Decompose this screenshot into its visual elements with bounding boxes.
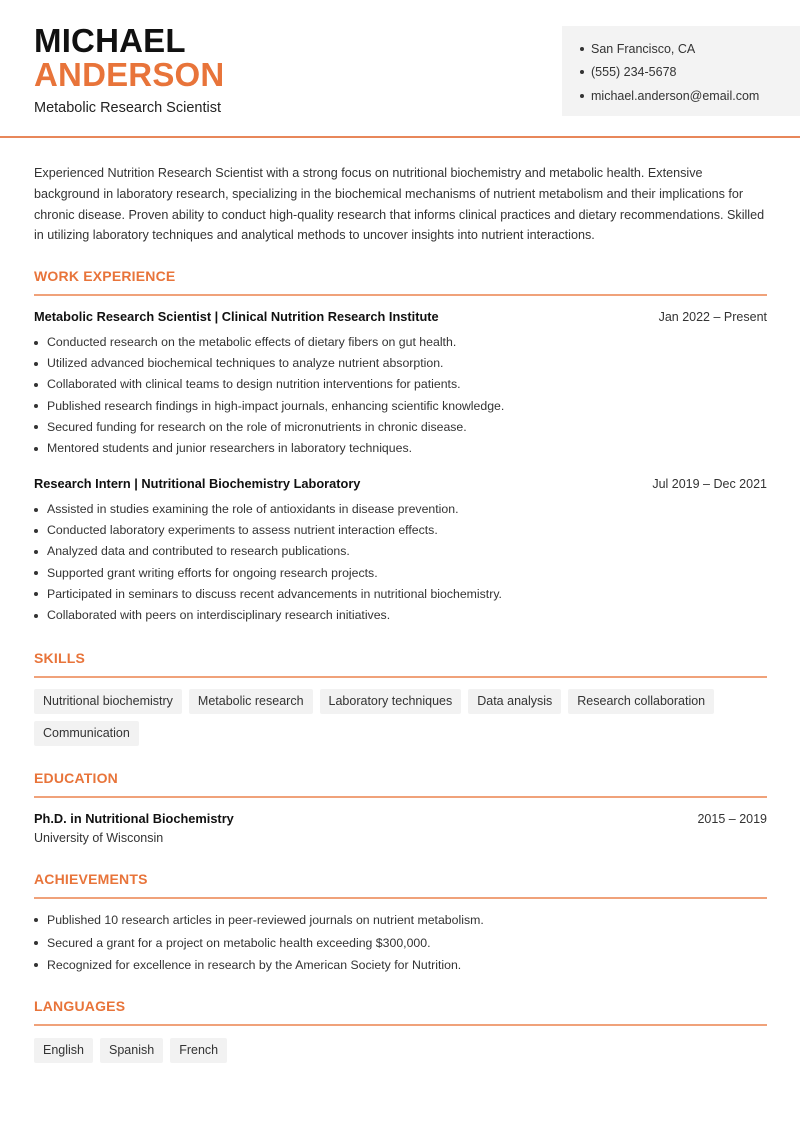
bullet-icon: [34, 918, 38, 922]
professional-summary: Experienced Nutrition Research Scientist with a strong focus on nutritional biochemistry and metabolic health. Extensive background in laboratory research, specializing in the biochemical mechanisms of nutrient metabolism and their implications for chronic disease. Proven ability to conduct high-quality research that informs clinical practices and dietary recommendations. Skilled in utilizing laboratory techniques and analytical methods to uncover insights into nutrient interactions.: [34, 166, 765, 243]
contact-email-text: michael.anderson@email.com: [591, 88, 760, 103]
list-item-text: Supported grant writing efforts for ongoing research projects.: [47, 565, 378, 580]
bullet-icon: [34, 447, 38, 451]
work-experience-title: WORK EXPERIENCE: [34, 268, 176, 284]
section-divider: [34, 676, 767, 678]
section-divider: [34, 897, 767, 899]
bullet-icon: [34, 341, 38, 345]
bullet-icon: [34, 614, 38, 618]
job-dates: Jul 2019 – Dec 2021: [652, 477, 767, 491]
list-item: [34, 909, 767, 932]
contact-phone-text: (555) 234-5678: [591, 65, 677, 80]
language-chip: English: [34, 1038, 93, 1063]
last-name: ANDERSON: [34, 56, 225, 93]
education-entry: [34, 811, 767, 826]
job-1-bullets: [34, 332, 767, 459]
skill-chip: Communication: [34, 721, 139, 746]
contact-phone: [580, 61, 800, 85]
contact-location: [580, 37, 800, 61]
list-item-text: Published 10 research articles in peer-reviewed journals on nutrient metabolism.: [47, 913, 484, 927]
list-item-text: Collaborated with peers on interdisciplinary research initiatives.: [47, 607, 391, 622]
job-entry-2: [34, 476, 767, 491]
list-item-text: Conducted research on the metabolic effects of dietary fibers on gut health.: [47, 335, 457, 349]
job-heading: Metabolic Research Scientist | Clinical Nutrition Research Institute: [34, 309, 439, 324]
list-item: [34, 541, 767, 562]
list-item: [34, 396, 767, 417]
education-title: EDUCATION: [34, 770, 118, 786]
list-item-text: Analyzed data and contributed to research publications.: [47, 544, 350, 559]
section-divider: [34, 294, 767, 296]
bullet-icon: [34, 425, 38, 429]
skill-chip: Laboratory techniques: [320, 689, 462, 714]
list-item-text: Collaborated with clinical teams to design nutrition interventions for patients.: [47, 377, 461, 392]
languages-title: LANGUAGES: [34, 998, 126, 1014]
section-divider: [34, 796, 767, 798]
job-2-bullets: [34, 499, 767, 626]
list-item: [34, 438, 767, 459]
bullet-icon: [34, 383, 38, 387]
list-item-text: Participated in seminars to discuss recent advancements in nutritional biochemistry.: [47, 586, 502, 601]
bullet-icon: [34, 941, 38, 945]
education-school: University of Wisconsin: [34, 831, 164, 845]
bullet-icon: [580, 70, 584, 74]
bullet-icon: [580, 47, 584, 51]
education-dates: 2015 – 2019: [697, 812, 767, 826]
achievements-title: ACHIEVEMENTS: [34, 871, 148, 887]
contact-location-text: San Francisco, CA: [591, 41, 696, 56]
skill-chip: Research collaboration: [568, 689, 714, 714]
list-item: [34, 563, 767, 584]
bullet-icon: [580, 94, 584, 98]
education-degree: Ph.D. in Nutritional Biochemistry: [34, 811, 234, 826]
job-entry-1: [34, 309, 767, 324]
list-item: [34, 417, 767, 438]
achievements-list: [34, 909, 767, 977]
job-title: Metabolic Research Scientist: [34, 100, 221, 116]
skills-title: SKILLS: [34, 650, 85, 666]
list-item-text: Secured a grant for a project on metabolic health exceeding $300,000.: [47, 935, 431, 950]
list-item-text: Utilized advanced biochemical techniques to analyze nutrient absorption.: [47, 356, 444, 371]
list-item: [34, 584, 767, 605]
bullet-icon: [34, 508, 38, 512]
list-item: [34, 499, 767, 520]
bullet-icon: [34, 963, 38, 967]
list-item: [34, 605, 767, 626]
bullet-icon: [34, 571, 38, 575]
contact-email: [580, 84, 800, 108]
bullet-icon: [34, 404, 38, 408]
bullet-icon: [34, 592, 38, 596]
language-chip: Spanish: [100, 1038, 163, 1063]
language-chip: French: [170, 1038, 227, 1063]
list-item-text: Published research findings in high-impact journals, enhancing scientific knowledge.: [47, 398, 505, 413]
skill-chip: Data analysis: [468, 689, 561, 714]
list-item-text: Assisted in studies examining the role of antioxidants in disease prevention.: [47, 502, 459, 516]
list-item: [34, 332, 767, 353]
bullet-icon: [34, 362, 38, 366]
skills-list: [34, 689, 774, 753]
section-divider: [34, 1024, 767, 1026]
bullet-icon: [34, 550, 38, 554]
skill-chip: Nutritional biochemistry: [34, 689, 182, 714]
skill-chip: Metabolic research: [189, 689, 313, 714]
list-item: [34, 353, 767, 374]
list-item: [34, 520, 767, 541]
job-dates: Jan 2022 – Present: [658, 310, 767, 324]
list-item: [34, 954, 767, 977]
list-item-text: Recognized for excellence in research by the American Society for Nutrition.: [47, 958, 462, 972]
first-name: MICHAEL: [34, 22, 186, 59]
list-item-text: Conducted laboratory experiments to assess nutrient interaction effects.: [47, 523, 438, 538]
job-heading: Research Intern | Nutritional Biochemistry Laboratory: [34, 476, 361, 491]
list-item: [34, 932, 767, 955]
resume-header: [0, 0, 800, 138]
bullet-icon: [34, 529, 38, 533]
list-item-text: Secured funding for research on the role of micronutrients in chronic disease.: [47, 419, 467, 434]
list-item: [34, 374, 767, 395]
contact-box: [562, 26, 800, 116]
languages-list: [34, 1038, 774, 1070]
list-item-text: Mentored students and junior researchers in laboratory techniques.: [47, 440, 413, 455]
